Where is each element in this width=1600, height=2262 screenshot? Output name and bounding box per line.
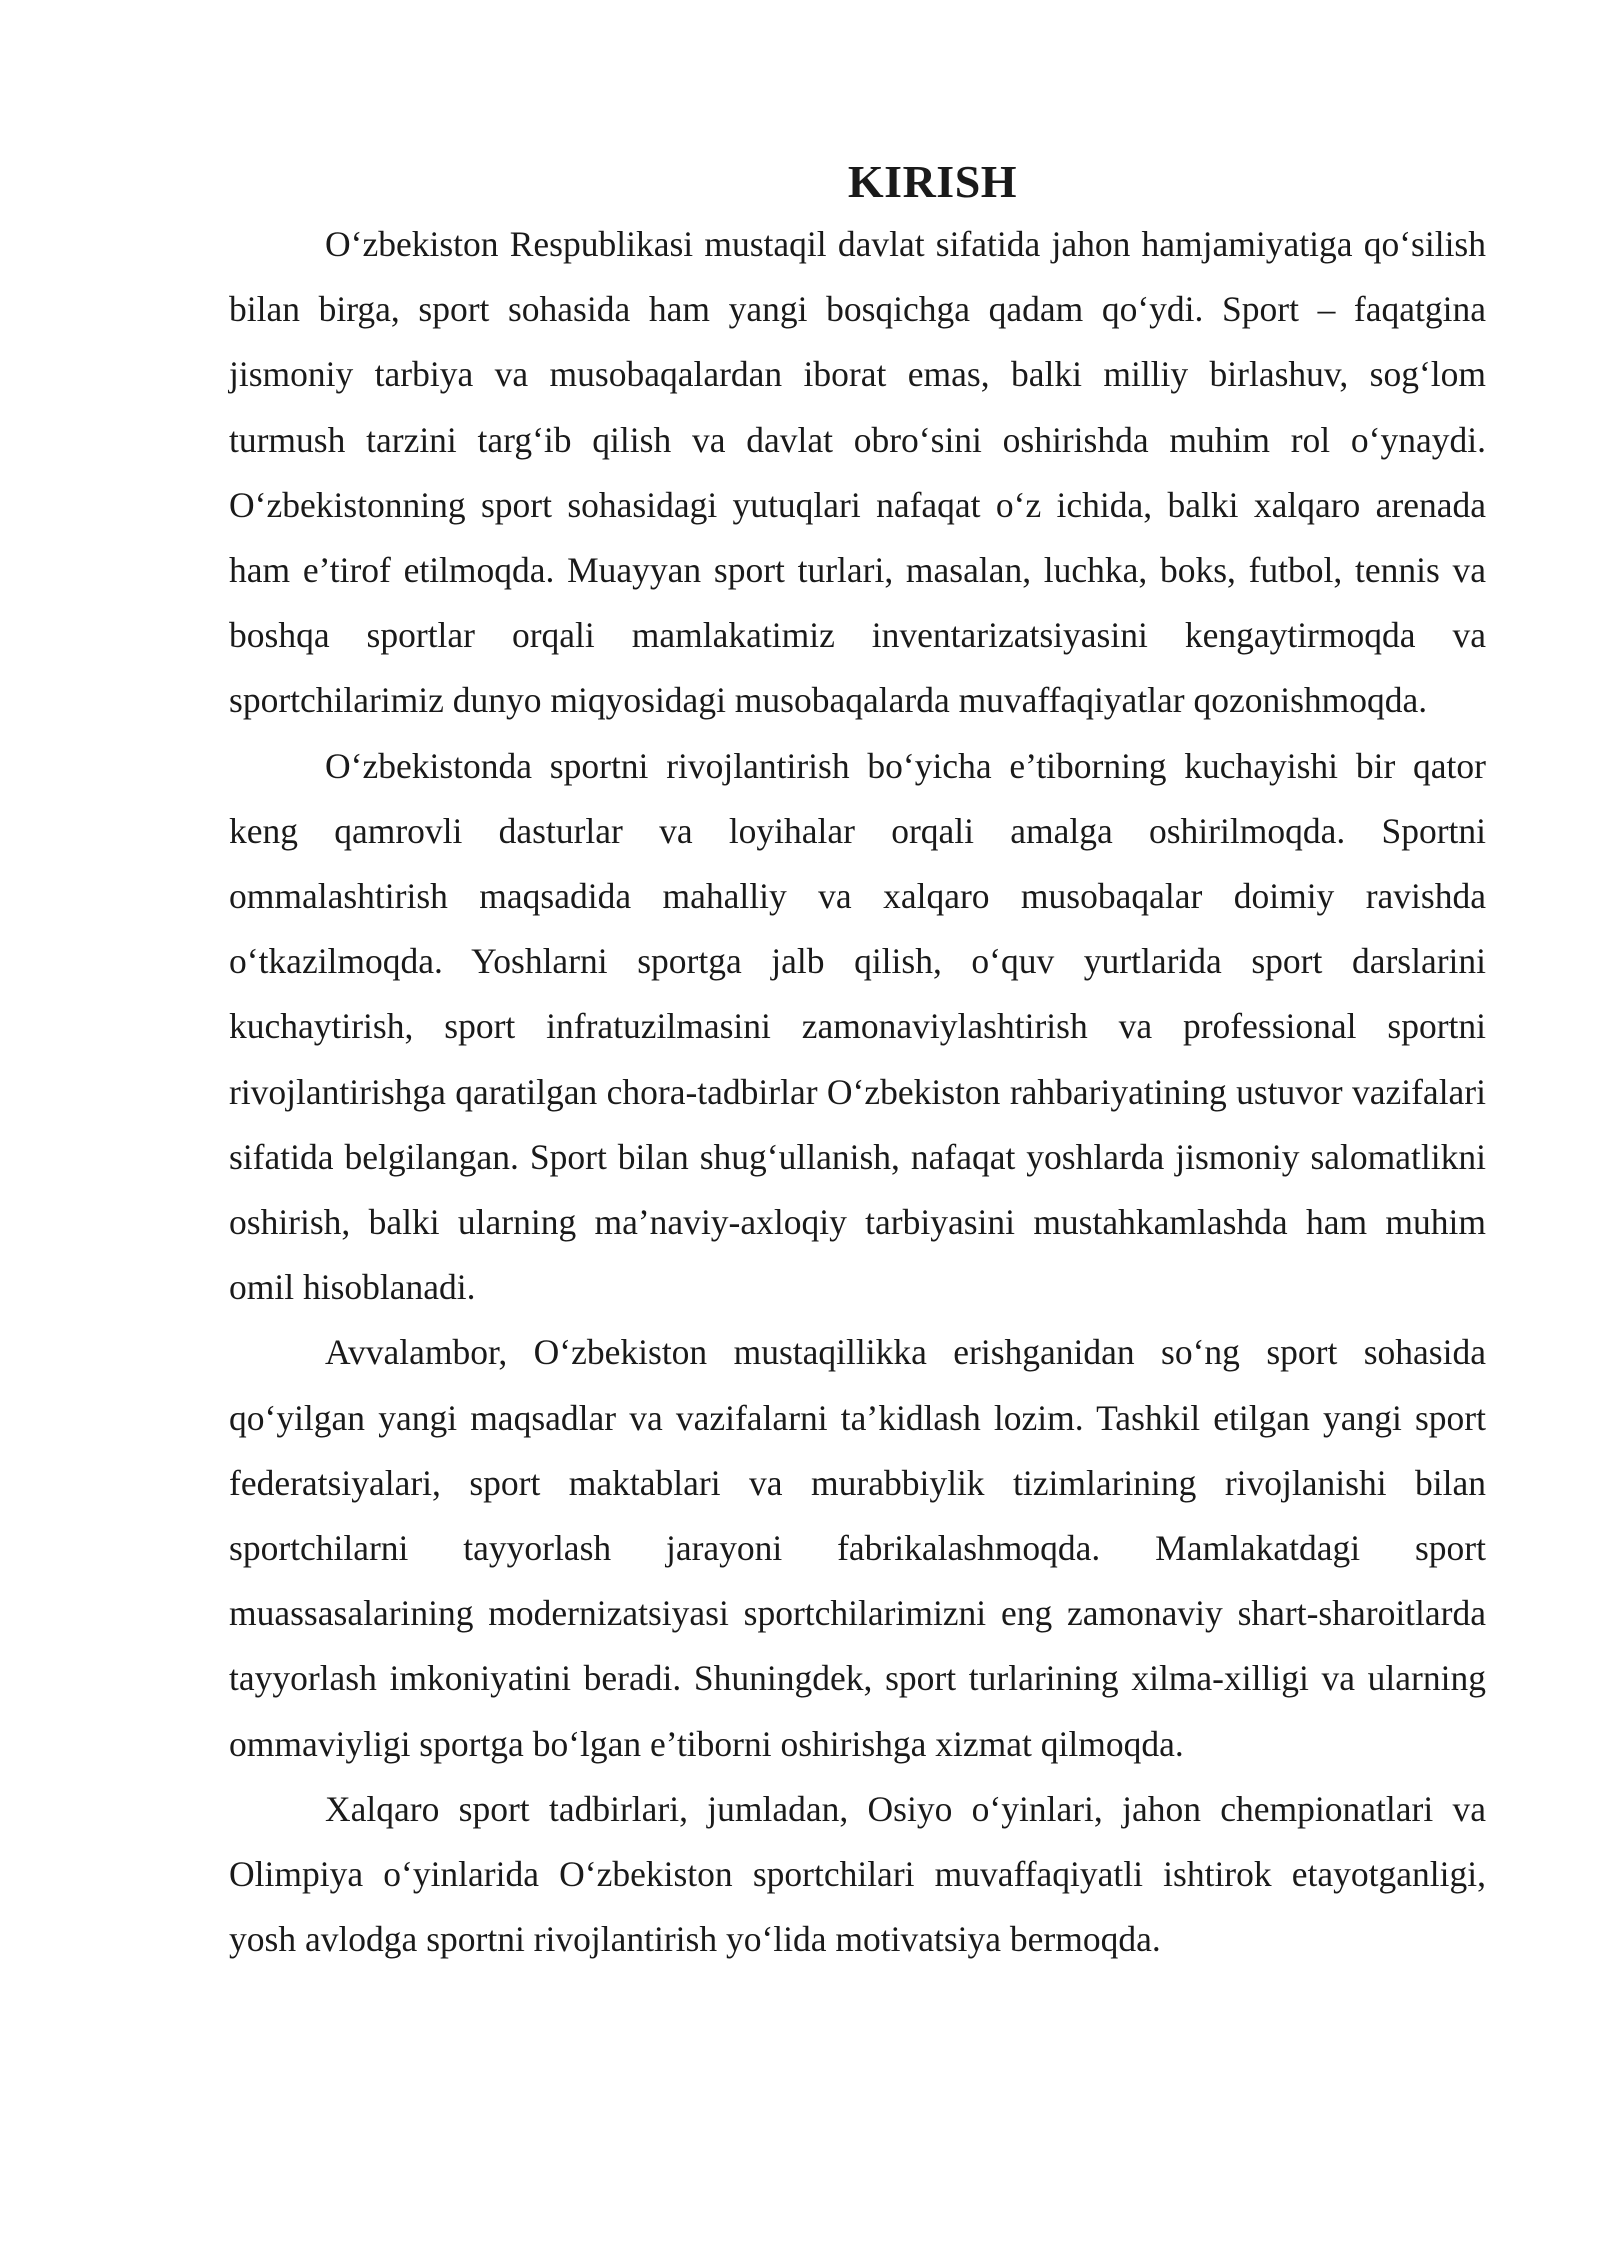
paragraph-1: O‘zbekiston Respublikasi mustaqil davlat sifatida jahon hamjamiyatiga qo‘silish bilan birga, sport sohasida ham yangi bosqichga qadam qo‘ydi. Sport – faqatgina jismoniy tarbiya va musobaqalardan iborat emas, balki milliy birlashuv, sog‘lom turmush tarzini targ‘ib qilish va davlat obro‘sini oshirishda muhim rol o‘ynaydi. O‘zbekistonning sport sohasidagi yutuqlari nafaqat o‘z ichida, balki xalqaro arenada ham e’tirof etilmoqda. Muayyan sport turlari, masalan, luchka, boks, futbol, tennis va boshqa sportlar orqali mamlakatimiz inventarizatsiyasini kengaytirmoqda va sportchilarimiz dunyo miqyosidagi musobaqalarda muvaffaqiyatlar qozonishmoqda. [229, 224, 1486, 721]
paragraph-3: Avvalambor, O‘zbekiston mustaqillikka erishganidan so‘ng sport sohasida qo‘yilgan yangi maqsadlar va vazifalarni ta’kidlash lozim. Tashkil etilgan yangi sport federatsiyalari, sport maktablari va murabbiylik tizimlarining rivojlanishi bilan sportchilarni tayyorlash jarayoni fabrikalashmoqda. Mamlakatdagi sport muassasalarining modernizatsiyasi sportchilarimizni eng zamonaviy shart-sharoitlarda tayyorlash imkoniyatini beradi. Shuningdek, sport turlarining xilma-xilligi va ularning ommaviyligi sportga bo‘lgan e’tiborni oshirishga xizmat qilmoqda. [229, 1332, 1486, 1764]
paragraph-4: Xalqaro sport tadbirlari, jumladan, Osiyo o‘yinlari, jahon chempionatlari va Olimpiya o‘yinlarida O‘zbekiston sportchilari muvaffaqiyatli ishtirok etayotganligi, yosh avlodga sportni rivojlantirish yo‘lida motivatsiya bermoqda. [229, 1788, 1486, 1960]
paragraph-2: O‘zbekistonda sportni rivojlantirish bo‘yicha e’tiborning kuchayishi bir qator keng qamrovli dasturlar va loyihalar orqali amalga oshirilmoqda. Sportni ommalashtirish maqsadida mahalliy va xalqaro musobaqalar doimiy ravishda o‘tkazilmoqda. Yoshlarni sportga jalb qilish, o‘quv yurtlarida sport darslarini kuchaytirish, sport infratuzilmasini zamonaviylashtirish va professional sportni rivojlantirishga qaratilgan chora-tadbirlar O‘zbekiston rahbariyatining ustuvor vazifalari sifatida belgilangan. Sport bilan shug‘ullanish, nafaqat yoshlarda jismoniy salomatlikni oshirish, balki ularning ma’naviy-axloqiy tarbiyasini mustahkamlashda ham muhim omil hisoblanadi. [229, 745, 1486, 1308]
document-title: KIRISH [847, 156, 1018, 207]
document-body [229, 150, 1486, 1972]
